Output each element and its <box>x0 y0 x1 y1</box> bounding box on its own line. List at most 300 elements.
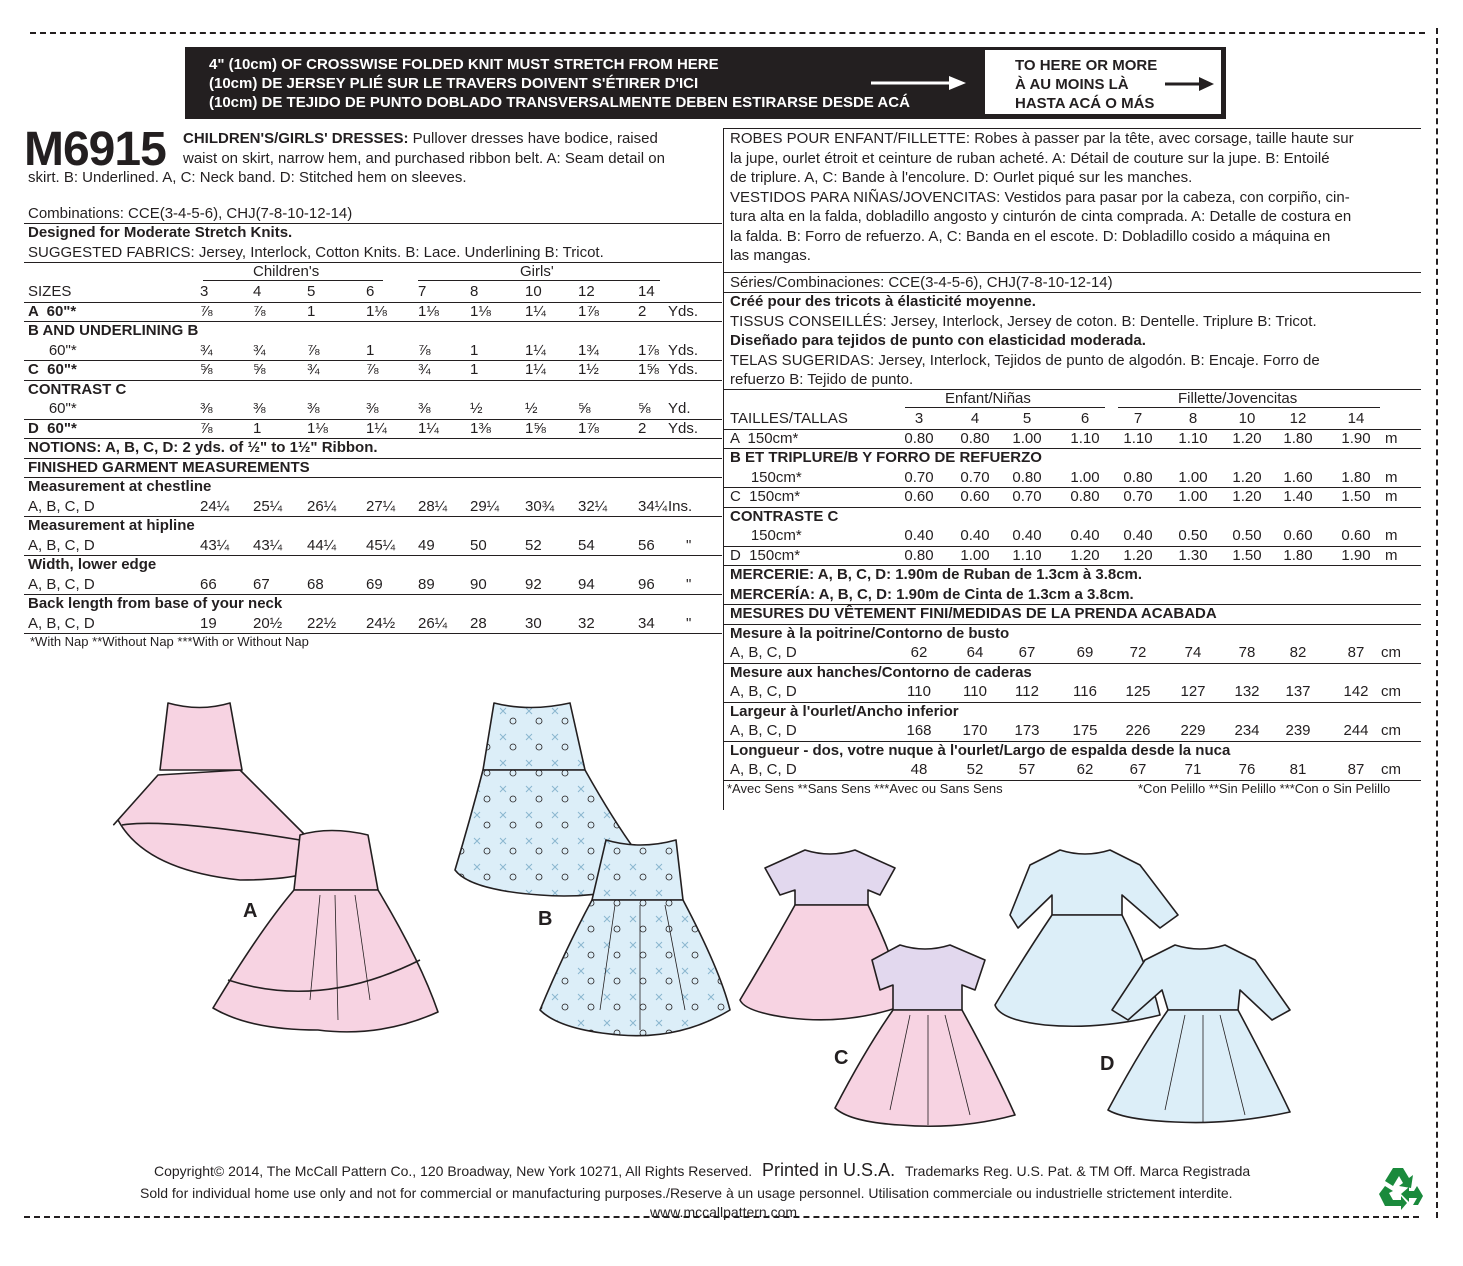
unit-label: m <box>1385 488 1398 505</box>
table-cell: 4 <box>253 283 262 300</box>
table-cell: 0.40 <box>1123 527 1153 544</box>
unit-label: Ins. <box>668 497 693 515</box>
table-cell: 0.50 <box>1178 527 1208 544</box>
table-cell: ⅞ <box>200 302 213 320</box>
table-cell: 1⅝ <box>525 419 546 437</box>
table-cell: 6 <box>366 283 375 300</box>
table-cell: 0.40 <box>904 527 934 544</box>
suggested-fabrics-en: SUGGESTED FABRICS: Jersey, Interlock, Cotton Knits. B: Lace. Underlining B: Tricot. <box>28 244 604 261</box>
table-cell: ⅞ <box>307 341 320 359</box>
table-cell: 45¼ <box>366 536 396 554</box>
notions-text: NOTIONS: A, B, C, D: 2 yds. of ½" to 1½" Ribbon. <box>28 439 378 456</box>
suggested-fabrics-es: refuerzo B: Tejido de punto. <box>730 371 914 388</box>
table-cell: 1.90 <box>1341 429 1371 447</box>
notions-text: MERCERÍA: A, B, C, D: 1.90m de Cinta de 1.3cm a 3.8cm. <box>730 585 1134 603</box>
table-cell: 137 <box>1285 683 1311 700</box>
row-label: 150cm* <box>730 527 802 544</box>
website-text: www.mccallpattern.com <box>650 1204 798 1220</box>
unit-label: Yds. <box>668 302 699 320</box>
table-cell: 170 <box>962 722 988 739</box>
unit-label: " <box>686 614 692 632</box>
table-cell: 0.70 <box>904 468 934 486</box>
row-label: A, B, C, D <box>730 761 797 778</box>
table-cell: 49 <box>418 536 435 554</box>
row-label: CONTRASTE C <box>730 507 839 525</box>
table-cell: 68 <box>307 575 324 593</box>
copyright-line <box>154 1160 1250 1181</box>
table-cell: 1.00 <box>1012 429 1042 447</box>
description-line: Pullover dresses have bodice, raised <box>408 130 658 147</box>
table-cell: 24¼ <box>200 497 230 515</box>
yardage-heading <box>0 321 730 341</box>
designed-for-es: Diseñado para tejidos de punto con elasticidad moderada. <box>730 332 1146 349</box>
table-cell: 7 <box>1133 410 1143 427</box>
table-cell: ⅞ <box>366 361 379 378</box>
table-cell: 0.40 <box>1070 527 1100 544</box>
table-cell: 110 <box>907 683 931 700</box>
printed-in-text: Printed in U.S.A. <box>762 1160 896 1180</box>
table-cell: 1⅞ <box>638 341 659 359</box>
row-label: A, B, C, D <box>28 497 95 515</box>
table-cell: 81 <box>1289 761 1307 778</box>
table-cell: 229 <box>1180 722 1206 739</box>
yardage-row <box>0 526 1463 546</box>
table-cell: 32 <box>578 614 595 632</box>
notions-text: MERCERIE: A, B, C, D: 1.90m de Ruban de 1.3cm à 3.8cm. <box>730 566 1143 583</box>
row-label: A, B, C, D <box>28 536 95 554</box>
table-cell: 22½ <box>307 614 337 632</box>
table-cell: ⅝ <box>638 400 651 417</box>
table-cell: 1½ <box>578 361 599 378</box>
table-cell: 87 <box>1347 644 1365 661</box>
size-group-header <box>0 262 730 282</box>
table-cell: 1¼ <box>366 419 387 437</box>
description-line: de triplure. A, C: Bande à l'encolure. D: Ourlet piqué sur les manches. <box>730 169 1193 186</box>
unit-label: Yd. <box>668 400 691 417</box>
notions-row <box>0 585 1463 605</box>
combinations-fr: Séries/Combinaciones: CCE(3-4-5-6), CHJ(7-8-10-12-14) <box>730 274 1113 291</box>
yardage-row <box>0 360 730 380</box>
table-cell: 56 <box>638 536 655 554</box>
table-cell: 43¼ <box>200 536 230 554</box>
table-cell: 1.80 <box>1283 429 1313 447</box>
table-cell: 0.60 <box>904 488 934 505</box>
table-cell: 1 <box>470 361 479 378</box>
finished-heading <box>0 604 1463 624</box>
description-heading: CHILDREN'S/GIRLS' DRESSES: <box>183 130 409 147</box>
view-c-back-drawing <box>740 850 905 1020</box>
table-cell: 4 <box>970 410 980 427</box>
group-label: Fillette/Jovencitas <box>1178 390 1298 407</box>
designed-for-fr: Créé pour des tricots à élasticité moyenne. <box>730 293 1036 310</box>
table-cell: 1.10 <box>1070 429 1100 447</box>
table-cell: 6 <box>1080 410 1090 427</box>
table-cell: 1.00 <box>1070 468 1100 486</box>
table-cell: 1¼ <box>525 302 546 320</box>
description-line: ROBES POUR ENFANT/FILLETTE: Robes à passer par la tête, avec corsage, taille haute sur <box>730 130 1354 147</box>
table-cell: 32¼ <box>578 497 608 515</box>
group-rule <box>418 280 660 281</box>
row-label: A 60"* <box>28 302 77 320</box>
table-cell: 64 <box>966 644 984 661</box>
sizes-label: TAILLES/TALLAS <box>730 410 848 427</box>
yardage-heading <box>0 507 1463 527</box>
table-cell: 1.50 <box>1232 546 1262 564</box>
table-cell: 142 <box>1343 683 1369 700</box>
sizes-row <box>0 282 730 302</box>
unit-label: Yds. <box>668 419 699 437</box>
table-cell: 1.20 <box>1232 488 1262 505</box>
table-cell: 28¼ <box>418 497 448 515</box>
table-cell: 62 <box>910 644 928 661</box>
row-label: CONTRAST C <box>28 380 127 398</box>
sizes-label: SIZES <box>28 283 72 300</box>
table-cell: 14 <box>638 283 655 300</box>
table-cell: 10 <box>525 283 542 300</box>
measurement-heading <box>0 624 1463 644</box>
table-cell: 25¼ <box>253 497 283 515</box>
table-cell: 1.20 <box>1070 546 1100 564</box>
table-cell: 10 <box>1238 410 1256 427</box>
table-cell: 132 <box>1234 683 1260 700</box>
arrow-right-icon <box>1165 76 1215 92</box>
table-cell: 14 <box>1347 410 1365 427</box>
table-cell: ½ <box>470 400 483 417</box>
table-cell: 7 <box>418 283 427 300</box>
table-cell: 5 <box>1022 410 1032 427</box>
table-cell: 0.40 <box>960 527 990 544</box>
table-cell: 76 <box>1238 761 1256 778</box>
group-label: Enfant/Niñas <box>945 390 1031 407</box>
target-line-es: HASTA ACÁ O MÁS <box>1015 95 1155 112</box>
description-line: waist on skirt, narrow hem, and purchased ribbon belt. A: Seam detail on <box>183 149 665 167</box>
table-cell: 127 <box>1180 683 1206 700</box>
table-cell: 116 <box>1073 683 1097 700</box>
yardage-row <box>0 468 1463 488</box>
unit-label: " <box>686 575 692 593</box>
table-cell: 3 <box>914 410 924 427</box>
table-cell: 1.00 <box>960 546 990 564</box>
trademark-text: Trademarks Reg. U.S. Pat. & TM Off. Marca Registrada <box>904 1163 1251 1179</box>
table-cell: 1.30 <box>1178 546 1208 564</box>
table-cell: 24½ <box>366 614 396 632</box>
pattern-number: M6915 <box>24 123 166 176</box>
row-label: D 60"* <box>28 419 77 437</box>
table-cell: 34¼ <box>638 497 668 515</box>
table-cell: ⅜ <box>307 400 320 417</box>
stretch-gauge <box>185 47 1226 119</box>
measurement-title: Mesure aux hanches/Contorno de caderas <box>730 663 1032 681</box>
table-cell: 1 <box>470 341 479 359</box>
table-cell: ⅝ <box>578 400 591 417</box>
table-cell: 0.80 <box>1123 468 1153 486</box>
table-cell: 1⅛ <box>418 302 439 320</box>
table-cell: 1.40 <box>1283 488 1313 505</box>
table-cell: 12 <box>1289 410 1307 427</box>
table-cell: 43¼ <box>253 536 283 554</box>
unit-label: cm <box>1381 683 1401 700</box>
table-cell: 8 <box>1188 410 1198 427</box>
table-cell: 2 <box>638 302 647 320</box>
table-cell: 28 <box>470 614 487 632</box>
description-line: VESTIDOS PARA NIÑAS/JOVENCITAS: Vestidos para pasar por la cabeza, con corpiño, cin- <box>730 188 1350 206</box>
table-cell: 1.00 <box>1178 468 1208 486</box>
row-label: A, B, C, D <box>28 575 95 593</box>
table-cell: 0.80 <box>1070 488 1100 505</box>
table-cell: 19 <box>200 614 217 632</box>
table-cell: 12 <box>578 283 595 300</box>
table-cell: 0.80 <box>1012 468 1042 486</box>
suggested-fabrics-es: TELAS SUGERIDAS: Jersey, Interlock, Tejidos de punto de algodón. B: Encaje. Forro de <box>730 352 1320 369</box>
table-cell: 50 <box>470 536 487 554</box>
unit-label: cm <box>1381 644 1401 661</box>
view-illustrations <box>0 690 1463 1130</box>
table-cell: 1.80 <box>1283 546 1313 564</box>
table-cell: 1 <box>307 302 316 320</box>
table-cell: 1⅞ <box>578 419 599 437</box>
table-cell: 0.80 <box>904 429 934 447</box>
table-cell: 5 <box>307 283 316 300</box>
stretch-target-box <box>985 50 1221 114</box>
unit-label: Yds. <box>668 341 699 359</box>
table-cell: 2 <box>638 419 647 437</box>
table-cell: 69 <box>1076 644 1094 661</box>
table-cell: 168 <box>906 722 932 739</box>
table-cell: 1 <box>366 341 375 359</box>
yardage-row <box>0 429 1463 449</box>
table-cell: 1¾ <box>578 341 599 359</box>
table-cell: 1.90 <box>1341 546 1371 564</box>
table-cell: 1.50 <box>1341 488 1371 505</box>
table-cell: 0.70 <box>1123 488 1153 505</box>
table-cell: 87 <box>1347 761 1365 778</box>
row-label: B ET TRIPLURE/B Y FORRO DE REFUERZO <box>730 449 1042 466</box>
table-cell: 62 <box>1076 761 1094 778</box>
description-line: la falda. B: Forro de refuerzo. A, C: Banda en el escote. D: Dobladillo cosido a máquina en <box>730 227 1331 245</box>
row-label: C 60"* <box>28 361 77 378</box>
table-cell: 30 <box>525 614 542 632</box>
table-cell: 69 <box>366 575 383 593</box>
measurement-title: Back length from base of your neck <box>28 595 283 612</box>
table-cell: 1.00 <box>1178 488 1208 505</box>
measurement-row <box>0 643 1463 663</box>
table-cell: ⅝ <box>200 361 213 378</box>
table-cell: 1.20 <box>1232 468 1262 486</box>
gauge-line-es: (10cm) DE TEJIDO DE PUNTO DOBLADO TRANSVERSALMENTE DEBEN ESTIRARSE DESDE ACÁ <box>209 94 910 111</box>
table-cell: 89 <box>418 575 435 593</box>
table-cell: 0.60 <box>960 488 990 505</box>
table-cell: 125 <box>1125 683 1151 700</box>
table-cell: 26¼ <box>307 497 337 515</box>
copyright-text: Copyright© 2014, The McCall Pattern Co., 120 Broadway, New York 10271, All Rights Reserved. <box>154 1163 753 1179</box>
target-line-fr: À AU MOINS LÀ <box>1015 76 1129 93</box>
description-line: las mangas. <box>730 247 811 264</box>
table-cell: 1.20 <box>1123 546 1153 564</box>
table-cell: ⅜ <box>253 400 266 417</box>
view-label-c: C <box>834 1047 849 1069</box>
unit-label: cm <box>1381 761 1401 778</box>
table-cell: 1⅝ <box>638 361 659 378</box>
table-cell: ⅝ <box>253 361 266 378</box>
measurement-title: Mesure à la poitrine/Contorno de busto <box>730 624 1010 642</box>
table-cell: 44¼ <box>307 536 337 554</box>
table-cell: 66 <box>200 575 217 593</box>
target-line-en: TO HERE OR MORE <box>1015 57 1158 74</box>
notions-row <box>0 565 1463 585</box>
table-cell: 1⅛ <box>366 302 387 320</box>
view-label-a: A <box>243 900 258 922</box>
table-cell: 94 <box>578 575 595 593</box>
table-cell: 8 <box>470 283 479 300</box>
unit-label: m <box>1385 527 1398 544</box>
yardage-row <box>0 546 1463 566</box>
group-rule <box>1118 407 1380 408</box>
table-cell: 1¼ <box>525 361 546 378</box>
table-cell: 110 <box>963 683 987 700</box>
table-cell: 1¼ <box>525 341 546 359</box>
table-cell: 90 <box>470 575 487 593</box>
table-cell: 20½ <box>253 614 283 632</box>
table-cell: 0.70 <box>1012 488 1042 505</box>
table-cell: 1.10 <box>1012 546 1042 564</box>
table-cell: 27¼ <box>366 497 396 515</box>
unit-label: cm <box>1381 722 1401 739</box>
table-cell: 226 <box>1125 722 1151 739</box>
table-cell: 1.60 <box>1283 468 1313 486</box>
yardage-row <box>0 302 730 322</box>
table-cell: 48 <box>910 761 928 778</box>
group-label: Girls' <box>520 263 554 280</box>
measurement-title: Width, lower edge <box>28 556 157 573</box>
group-label: Children's <box>253 263 320 280</box>
table-cell: 0.80 <box>960 429 990 447</box>
table-cell: 78 <box>1238 644 1256 661</box>
table-cell: 0.40 <box>1012 527 1042 544</box>
combinations-en: Combinations: CCE(3-4-5-6), CHJ(7-8-10-12-14) <box>28 205 353 222</box>
table-cell: 1.20 <box>1232 429 1262 447</box>
table-cell: ⅜ <box>418 400 431 417</box>
nap-note-en: *With Nap **Without Nap ***With or Without Nap <box>30 634 309 649</box>
table-cell: ⅞ <box>200 419 213 437</box>
table-cell: ¾ <box>253 341 266 359</box>
table-cell: ⅞ <box>253 302 266 320</box>
row-label: 150cm* <box>730 468 802 486</box>
table-cell: 0.50 <box>1232 527 1262 544</box>
table-cell: 1.10 <box>1123 429 1153 447</box>
table-cell: 96 <box>638 575 655 593</box>
table-cell: ½ <box>525 400 538 417</box>
stretch-gauge-text <box>209 55 910 112</box>
table-cell: 71 <box>1184 761 1202 778</box>
unit-label: m <box>1385 546 1398 564</box>
english-description <box>183 129 723 168</box>
row-label: 60"* <box>28 400 77 417</box>
table-cell: 1⅛ <box>470 302 491 320</box>
finished-heading-text: FINISHED GARMENT MEASUREMENTS <box>28 458 310 476</box>
table-cell: ⅜ <box>200 400 213 417</box>
usage-notice: Sold for individual home use only and not for commercial or manufacturing purposes./Reserve à un usage personnel. Utilisation commerciale ou industrielle strictement interdite. <box>140 1185 1233 1201</box>
sizes-row <box>0 409 1463 429</box>
row-label: B AND UNDERLINING B <box>28 322 199 339</box>
table-cell: 234 <box>1234 722 1260 739</box>
recycle-icon <box>1373 1162 1429 1216</box>
table-cell: ¾ <box>200 341 213 359</box>
finished-heading-text: MESURES DU VÊTEMENT FINI/MEDIDAS DE LA PRENDA ACABADA <box>730 605 1217 622</box>
table-cell: 26¼ <box>418 614 448 632</box>
description-line: tura alta en la falda, dobladillo angosto y cinturón de cinta comprada. A: Detalle de costura en <box>730 208 1352 225</box>
table-cell: 175 <box>1072 722 1098 739</box>
table-cell: 82 <box>1289 644 1307 661</box>
description-line: la jupe, ourlet étroit et ceinture de ruban acheté. A: Détail de couture sur la jupe. B: Entoilé <box>730 149 1330 167</box>
yardage-row <box>0 487 1463 507</box>
table-cell: 1 <box>253 419 262 437</box>
table-cell: 244 <box>1343 722 1369 739</box>
row-label: A 150cm* <box>730 429 799 447</box>
top-cut-line <box>30 32 1425 34</box>
table-cell: 34 <box>638 614 655 632</box>
arrow-right-icon <box>871 75 967 91</box>
row-label: A, B, C, D <box>730 683 797 700</box>
unit-label: m <box>1385 429 1398 447</box>
table-cell: 1.10 <box>1178 429 1208 447</box>
description-line: skirt. B: Underlined. A, C: Neck band. D: Stitched hem on sleeves. <box>28 169 467 186</box>
table-cell: 239 <box>1285 722 1311 739</box>
row-label: D 150cm* <box>730 546 801 564</box>
yardage-heading <box>0 448 1463 468</box>
row-label: 60"* <box>28 341 77 359</box>
nap-note-es: *Con Pelillo **Sin Pelillo ***Con o Sin Pelillo <box>1138 780 1391 796</box>
row-label: A, B, C, D <box>730 722 797 739</box>
table-cell: 67 <box>1129 761 1147 778</box>
table-cell: 3 <box>200 283 209 300</box>
row-label: C 150cm* <box>730 488 801 505</box>
table-cell: 0.70 <box>960 468 990 486</box>
unit-label: " <box>686 536 692 554</box>
table-cell: ⅞ <box>418 341 431 359</box>
measurement-title: Largeur à l'ourlet/Ancho inferior <box>730 702 959 720</box>
table-cell: 173 <box>1014 722 1040 739</box>
fr-es-description <box>730 129 1354 266</box>
group-rule <box>905 407 1105 408</box>
table-cell: 52 <box>525 536 542 554</box>
table-cell: 1⅜ <box>470 419 491 437</box>
table-cell: 1.80 <box>1341 468 1371 486</box>
designed-for-en: Designed for Moderate Stretch Knits. <box>28 224 293 241</box>
view-label-d: D <box>1100 1053 1115 1075</box>
row-label: A, B, C, D <box>28 614 95 632</box>
table-cell: ¾ <box>307 361 320 378</box>
table-cell: 1⅞ <box>578 302 599 320</box>
yardage-row <box>0 341 730 361</box>
table-cell: 72 <box>1129 644 1147 661</box>
table-cell: 0.60 <box>1341 527 1371 544</box>
gauge-line-fr: (10cm) DE JERSEY PLIÉ SUR LE TRAVERS DOIVENT S'ÉTIRER D'ICI <box>209 75 699 92</box>
table-cell: 30¾ <box>525 497 555 515</box>
table-cell: 0.80 <box>904 546 934 564</box>
table-cell: 0.60 <box>1283 527 1313 544</box>
table-cell: 112 <box>1015 683 1039 700</box>
group-rule <box>203 280 383 281</box>
table-cell: 74 <box>1184 644 1202 661</box>
table-cell: 52 <box>966 761 984 778</box>
table-cell: 92 <box>525 575 542 593</box>
measurement-title: Measurement at hipline <box>28 517 195 534</box>
size-group-header <box>0 389 1463 409</box>
unit-label: m <box>1385 468 1398 486</box>
measurement-title: Measurement at chestline <box>28 478 212 495</box>
table-cell: ¾ <box>418 361 431 378</box>
table-cell: ⅜ <box>366 400 379 417</box>
